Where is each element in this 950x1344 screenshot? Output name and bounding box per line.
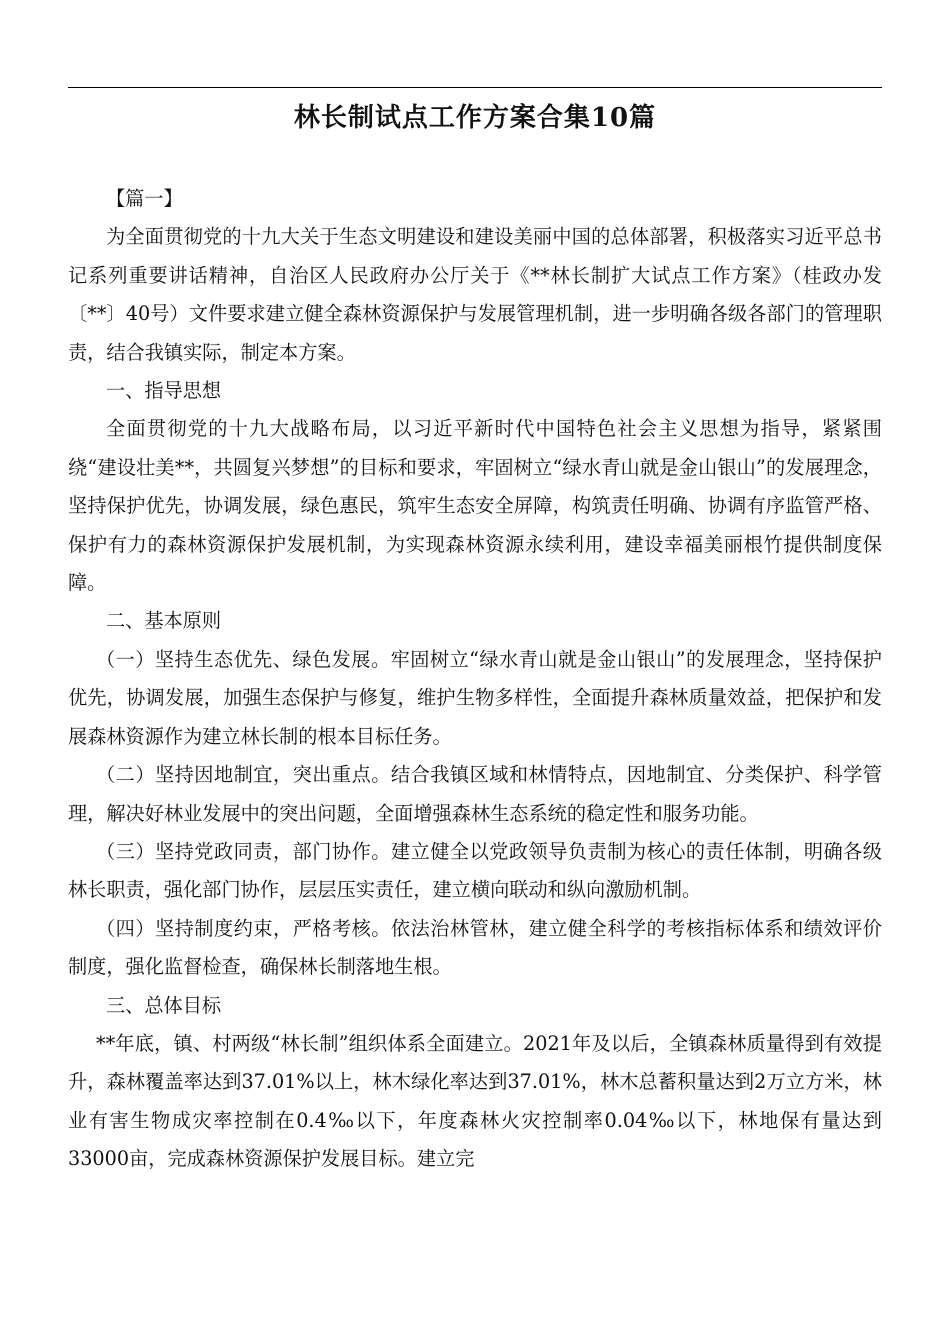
heading-basic-principles: 二、基本原则 <box>106 609 222 633</box>
paragraph: （二）坚持因地制宜，突出重点。结合我镇区域和林情特点，因地制宜、分类保护、科学管理，解决好林业发展中的突出问题，全面增强森林生态系统的稳定性和服务功能。 <box>68 763 882 825</box>
heading-overall-goals: 三、总体目标 <box>106 993 222 1017</box>
paragraph: 全面贯彻党的十九大战略布局，以习近平新时代中国特色社会主义思想为指导，紧紧围绕“建设壮美**，共圆复兴梦想”的目标和要求，牢固树立“绿水青山就是金山银山”的发展理念，坚持保护优先，协调发展，绿色惠民，筑牢生态安全屏障，构筑责任明确、协调有序监管严格、保护有力的森林资源保护发展机制，为实现森林资源永续利用，建设幸福美丽根竹提供制度保障。 <box>68 417 882 595</box>
document-body <box>68 180 882 1179</box>
heading-guiding-ideology: 一、指导思想 <box>106 379 222 403</box>
paragraph: **年底，镇、村两级“林长制”组织体系全面建立。2021年及以后，全镇森林质量得到有效提升，森林覆盖率达到37.01%以上，林木绿化率达到37.01%，林木总蓄积量达到2万立方米，林业有害生物成灾率控制在0.4‰以下，年度森林火灾控制率0.04‰以下，林地保有量达到33000亩，完成森林资源保护发展目标。建立完 <box>68 1031 882 1171</box>
paragraph: 为全面贯彻党的十九大关于生态文明建设和建设美丽中国的总体部署，积极落实习近平总书记系列重要讲话精神，自治区人民政府办公厅关于《**林长制扩大试点工作方案》（桂政办发〔**〕40号）文件要求建立健全森林资源保护与发展管理机制，进一步明确各级各部门的管理职责，结合我镇实际，制定本方案。 <box>68 225 882 364</box>
paragraph: （四）坚持制度约束，严格考核。依法治林管林，建立健全科学的考核指标体系和绩效评价制度，强化监督检查，确保林长制落地生根。 <box>68 916 882 979</box>
paragraph: （一）坚持生态优先、绿色发展。牢固树立“绿水青山就是金山银山”的发展理念，坚持保护优先，协调发展，加强生态保护与修复，维护生物多样性，全面提升森林质量效益，把保护和发展森林资源作为建立林长制的根本目标任务。 <box>68 647 882 748</box>
section-label: 【篇一】 <box>106 187 183 210</box>
paragraph: （三）坚持党政同责，部门协作。建立健全以党政领导负责制为核心的责任体制，明确各级林长职责，强化部门协作，层层压实责任，建立横向联动和纵向激励机制。 <box>68 839 882 902</box>
header-rule <box>68 87 882 88</box>
document-title: 林长制试点工作方案合集10篇 <box>293 103 657 133</box>
